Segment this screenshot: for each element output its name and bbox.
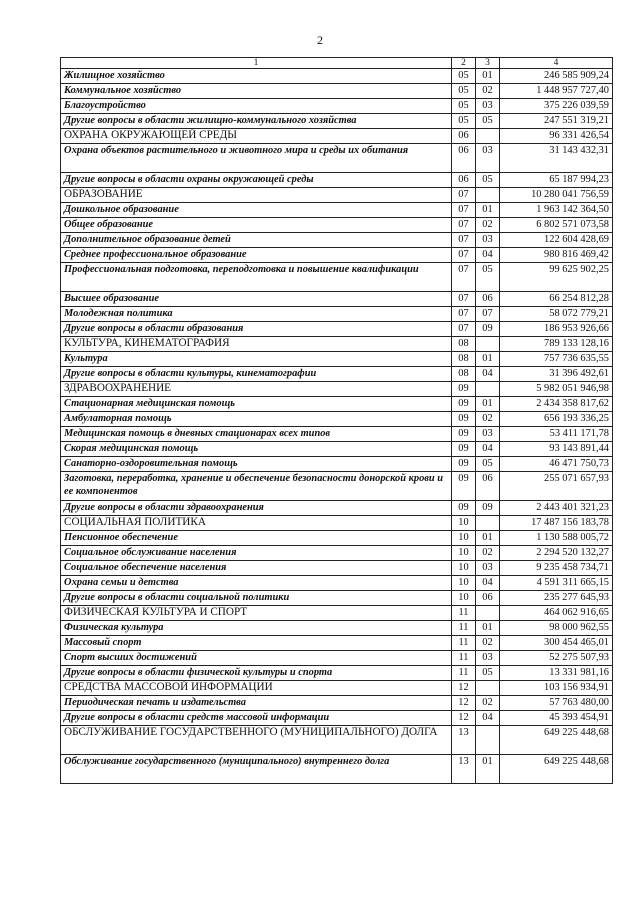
table-row xyxy=(61,99,613,114)
section-code-cell: 07 xyxy=(452,292,476,307)
section-code-cell: 10 xyxy=(452,561,476,576)
row-name-cell: Дошкольное образование xyxy=(61,203,452,218)
amount-cell: 103 156 934,91 xyxy=(500,681,613,696)
amount-cell: 2 434 358 817,62 xyxy=(500,397,613,412)
table-row xyxy=(61,591,613,606)
section-code-cell: 09 xyxy=(452,472,476,501)
subsection-code-cell xyxy=(476,188,500,203)
section-code-cell: 05 xyxy=(452,114,476,129)
amount-cell: 1 963 142 364,50 xyxy=(500,203,613,218)
section-code-cell: 07 xyxy=(452,248,476,263)
row-name-cell: Жилищное хозяйство xyxy=(61,69,452,84)
row-name-cell: Другие вопросы в области образования xyxy=(61,322,452,337)
amount-cell: 122 604 428,69 xyxy=(500,233,613,248)
subsection-code-cell: 03 xyxy=(476,233,500,248)
row-name-cell: Амбулаторная помощь xyxy=(61,412,452,427)
subsection-code-cell: 05 xyxy=(476,263,500,292)
amount-cell: 1 448 957 727,40 xyxy=(500,84,613,99)
subsection-code-cell xyxy=(476,516,500,531)
row-name-cell: Благоустройство xyxy=(61,99,452,114)
page-number: 2 xyxy=(317,33,323,47)
section-code-cell: 07 xyxy=(452,233,476,248)
subsection-code-cell: 03 xyxy=(476,427,500,442)
section-code-cell: 11 xyxy=(452,651,476,666)
row-name-cell: ОХРАНА ОКРУЖАЮЩЕЙ СРЕДЫ xyxy=(61,129,452,144)
section-code-cell: 08 xyxy=(452,337,476,352)
amount-cell: 757 736 635,55 xyxy=(500,352,613,367)
subsection-code-cell: 06 xyxy=(476,472,500,501)
subsection-code-cell: 01 xyxy=(476,531,500,546)
table-row xyxy=(61,173,613,188)
table-row xyxy=(61,755,613,784)
table-row xyxy=(61,457,613,472)
subsection-code-cell: 01 xyxy=(476,397,500,412)
amount-cell: 58 072 779,21 xyxy=(500,307,613,322)
table-row xyxy=(61,501,613,516)
amount-cell: 980 816 469,42 xyxy=(500,248,613,263)
table-row xyxy=(61,531,613,546)
amount-cell: 649 225 448,68 xyxy=(500,726,613,755)
amount-cell: 656 193 336,25 xyxy=(500,412,613,427)
subsection-code-cell xyxy=(476,382,500,397)
subsection-code-cell: 06 xyxy=(476,292,500,307)
amount-cell: 31 143 432,31 xyxy=(500,144,613,173)
row-name-cell: Обслуживание государственного (муниципального) внутреннего долга xyxy=(61,755,452,784)
subsection-code-cell: 03 xyxy=(476,651,500,666)
row-name-cell: Среднее профессиональное образование xyxy=(61,248,452,263)
section-code-cell: 11 xyxy=(452,636,476,651)
section-code-cell: 10 xyxy=(452,546,476,561)
section-code-cell: 07 xyxy=(452,218,476,233)
table-row xyxy=(61,188,613,203)
header-col-4: 4 xyxy=(500,58,613,69)
row-name-cell: ОБРАЗОВАНИЕ xyxy=(61,188,452,203)
row-name-cell: Медицинская помощь в дневных стационарах всех типов xyxy=(61,427,452,442)
amount-cell: 375 226 039,59 xyxy=(500,99,613,114)
subsection-code-cell: 01 xyxy=(476,69,500,84)
amount-cell: 246 585 909,24 xyxy=(500,69,613,84)
amount-cell: 53 411 171,78 xyxy=(500,427,613,442)
table-row xyxy=(61,666,613,681)
row-name-cell: Социальное обеспечение населения xyxy=(61,561,452,576)
subsection-code-cell: 05 xyxy=(476,666,500,681)
table-row xyxy=(61,516,613,531)
table-row xyxy=(61,114,613,129)
amount-cell: 5 982 051 946,98 xyxy=(500,382,613,397)
section-code-cell: 09 xyxy=(452,397,476,412)
table-row xyxy=(61,427,613,442)
subsection-code-cell: 04 xyxy=(476,711,500,726)
row-name-cell: Молодежная политика xyxy=(61,307,452,322)
amount-cell: 9 235 458 734,71 xyxy=(500,561,613,576)
table-row xyxy=(61,144,613,173)
subsection-code-cell: 03 xyxy=(476,144,500,173)
amount-cell: 255 071 657,93 xyxy=(500,472,613,501)
budget-table-body xyxy=(61,58,613,784)
section-code-cell: 09 xyxy=(452,382,476,397)
section-code-cell: 07 xyxy=(452,188,476,203)
section-code-cell: 07 xyxy=(452,322,476,337)
table-row xyxy=(61,382,613,397)
table-row xyxy=(61,651,613,666)
amount-cell: 46 471 750,73 xyxy=(500,457,613,472)
section-code-cell: 07 xyxy=(452,203,476,218)
table-header-row xyxy=(61,58,613,69)
header-col-3: 3 xyxy=(476,58,500,69)
row-name-cell: ОБСЛУЖИВАНИЕ ГОСУДАРСТВЕННОГО (МУНИЦИПАЛЬНОГО) ДОЛГА xyxy=(61,726,452,755)
row-name-cell: Массовый спорт xyxy=(61,636,452,651)
subsection-code-cell: 05 xyxy=(476,114,500,129)
table-row xyxy=(61,292,613,307)
table-row xyxy=(61,129,613,144)
table-row xyxy=(61,397,613,412)
row-name-cell: Скорая медицинская помощь xyxy=(61,442,452,457)
subsection-code-cell: 01 xyxy=(476,203,500,218)
row-name-cell: Другие вопросы в области физической культуры и спорта xyxy=(61,666,452,681)
row-name-cell: КУЛЬТУРА, КИНЕМАТОГРАФИЯ xyxy=(61,337,452,352)
row-name-cell: Спорт высших достижений xyxy=(61,651,452,666)
row-name-cell: СОЦИАЛЬНАЯ ПОЛИТИКА xyxy=(61,516,452,531)
amount-cell: 98 000 962,55 xyxy=(500,621,613,636)
subsection-code-cell xyxy=(476,606,500,621)
table-row xyxy=(61,322,613,337)
section-code-cell: 10 xyxy=(452,531,476,546)
table-row xyxy=(61,681,613,696)
table-row xyxy=(61,621,613,636)
row-name-cell: Другие вопросы в области культуры, кинематографии xyxy=(61,367,452,382)
subsection-code-cell: 07 xyxy=(476,307,500,322)
section-code-cell: 08 xyxy=(452,367,476,382)
subsection-code-cell: 04 xyxy=(476,576,500,591)
row-name-cell: Другие вопросы в области социальной политики xyxy=(61,591,452,606)
table-row xyxy=(61,337,613,352)
row-name-cell: Пенсионное обеспечение xyxy=(61,531,452,546)
table-row xyxy=(61,203,613,218)
amount-cell: 235 277 645,93 xyxy=(500,591,613,606)
amount-cell: 17 487 156 183,78 xyxy=(500,516,613,531)
amount-cell: 1 130 588 005,72 xyxy=(500,531,613,546)
row-name-cell: Физическая культура xyxy=(61,621,452,636)
amount-cell: 2 443 401 321,23 xyxy=(500,501,613,516)
subsection-code-cell: 02 xyxy=(476,218,500,233)
section-code-cell: 13 xyxy=(452,726,476,755)
section-code-cell: 10 xyxy=(452,591,476,606)
row-name-cell: Дополнительное образование детей xyxy=(61,233,452,248)
table-row xyxy=(61,561,613,576)
amount-cell: 2 294 520 132,27 xyxy=(500,546,613,561)
amount-cell: 4 591 311 665,15 xyxy=(500,576,613,591)
section-code-cell: 08 xyxy=(452,352,476,367)
subsection-code-cell: 05 xyxy=(476,457,500,472)
amount-cell: 31 396 492,61 xyxy=(500,367,613,382)
section-code-cell: 05 xyxy=(452,84,476,99)
section-code-cell: 09 xyxy=(452,412,476,427)
row-name-cell: Другие вопросы в области средств массовой информации xyxy=(61,711,452,726)
section-code-cell: 05 xyxy=(452,69,476,84)
row-name-cell: Социальное обслуживание населения xyxy=(61,546,452,561)
budget-table xyxy=(60,57,613,784)
row-name-cell: Охрана семьи и детства xyxy=(61,576,452,591)
section-code-cell: 12 xyxy=(452,711,476,726)
subsection-code-cell xyxy=(476,337,500,352)
amount-cell: 52 275 507,93 xyxy=(500,651,613,666)
row-name-cell: СРЕДСТВА МАССОВОЙ ИНФОРМАЦИИ xyxy=(61,681,452,696)
section-code-cell: 13 xyxy=(452,755,476,784)
subsection-code-cell: 01 xyxy=(476,352,500,367)
section-code-cell: 10 xyxy=(452,576,476,591)
subsection-code-cell: 03 xyxy=(476,561,500,576)
subsection-code-cell: 05 xyxy=(476,173,500,188)
table-row xyxy=(61,367,613,382)
row-name-cell: Стационарная медицинская помощь xyxy=(61,397,452,412)
section-code-cell: 09 xyxy=(452,442,476,457)
row-name-cell: Заготовка, переработка, хранение и обеспечение безопасности донорской крови и ее компонентов xyxy=(61,472,452,501)
row-name-cell: Санаторно-оздоровительная помощь xyxy=(61,457,452,472)
table-row xyxy=(61,84,613,99)
subsection-code-cell xyxy=(476,129,500,144)
row-name-cell: Высшее образование xyxy=(61,292,452,307)
section-code-cell: 07 xyxy=(452,307,476,322)
section-code-cell: 06 xyxy=(452,173,476,188)
table-row xyxy=(61,546,613,561)
table-row xyxy=(61,248,613,263)
table-row xyxy=(61,696,613,711)
subsection-code-cell: 09 xyxy=(476,501,500,516)
table-row xyxy=(61,218,613,233)
row-name-cell: Периодическая печать и издательства xyxy=(61,696,452,711)
subsection-code-cell: 02 xyxy=(476,84,500,99)
table-row xyxy=(61,233,613,248)
subsection-code-cell: 02 xyxy=(476,546,500,561)
table-row xyxy=(61,636,613,651)
table-row xyxy=(61,69,613,84)
table-row xyxy=(61,711,613,726)
section-code-cell: 11 xyxy=(452,606,476,621)
amount-cell: 93 143 891,44 xyxy=(500,442,613,457)
header-col-1: 1 xyxy=(61,58,452,69)
table-row xyxy=(61,576,613,591)
row-name-cell: Другие вопросы в области жилищно-коммунального хозяйства xyxy=(61,114,452,129)
row-name-cell: Коммунальное хозяйство xyxy=(61,84,452,99)
row-name-cell: ЗДРАВООХРАНЕНИЕ xyxy=(61,382,452,397)
section-code-cell: 05 xyxy=(452,99,476,114)
table-row xyxy=(61,726,613,755)
amount-cell: 186 953 926,66 xyxy=(500,322,613,337)
section-code-cell: 12 xyxy=(452,696,476,711)
subsection-code-cell: 01 xyxy=(476,755,500,784)
amount-cell: 300 454 465,01 xyxy=(500,636,613,651)
amount-cell: 99 625 902,25 xyxy=(500,263,613,292)
section-code-cell: 07 xyxy=(452,263,476,292)
subsection-code-cell: 09 xyxy=(476,322,500,337)
row-name-cell: Другие вопросы в области здравоохранения xyxy=(61,501,452,516)
row-name-cell: Общее образование xyxy=(61,218,452,233)
subsection-code-cell: 02 xyxy=(476,636,500,651)
table-row xyxy=(61,442,613,457)
subsection-code-cell xyxy=(476,726,500,755)
amount-cell: 96 331 426,54 xyxy=(500,129,613,144)
section-code-cell: 06 xyxy=(452,144,476,173)
subsection-code-cell: 02 xyxy=(476,696,500,711)
row-name-cell: Профессиональная подготовка, переподготовка и повышение квалификации xyxy=(61,263,452,292)
amount-cell: 649 225 448,68 xyxy=(500,755,613,784)
section-code-cell: 12 xyxy=(452,681,476,696)
section-code-cell: 09 xyxy=(452,501,476,516)
section-code-cell: 09 xyxy=(452,427,476,442)
subsection-code-cell: 04 xyxy=(476,367,500,382)
section-code-cell: 06 xyxy=(452,129,476,144)
table-row xyxy=(61,307,613,322)
section-code-cell: 10 xyxy=(452,516,476,531)
amount-cell: 6 802 571 073,58 xyxy=(500,218,613,233)
subsection-code-cell: 06 xyxy=(476,591,500,606)
table-row xyxy=(61,263,613,292)
subsection-code-cell: 03 xyxy=(476,99,500,114)
amount-cell: 247 551 319,21 xyxy=(500,114,613,129)
section-code-cell: 11 xyxy=(452,666,476,681)
subsection-code-cell: 02 xyxy=(476,412,500,427)
subsection-code-cell: 04 xyxy=(476,442,500,457)
table-row xyxy=(61,412,613,427)
row-name-cell: Культура xyxy=(61,352,452,367)
amount-cell: 789 133 128,16 xyxy=(500,337,613,352)
row-name-cell: Другие вопросы в области охраны окружающей среды xyxy=(61,173,452,188)
amount-cell: 45 393 454,91 xyxy=(500,711,613,726)
row-name-cell: Охрана объектов растительного и животного мира и среды их обитания xyxy=(61,144,452,173)
subsection-code-cell: 04 xyxy=(476,248,500,263)
amount-cell: 65 187 994,23 xyxy=(500,173,613,188)
amount-cell: 57 763 480,00 xyxy=(500,696,613,711)
amount-cell: 464 062 916,65 xyxy=(500,606,613,621)
amount-cell: 13 331 981,16 xyxy=(500,666,613,681)
section-code-cell: 11 xyxy=(452,621,476,636)
subsection-code-cell: 01 xyxy=(476,621,500,636)
header-col-2: 2 xyxy=(452,58,476,69)
subsection-code-cell xyxy=(476,681,500,696)
section-code-cell: 09 xyxy=(452,457,476,472)
amount-cell: 66 254 812,28 xyxy=(500,292,613,307)
table-row xyxy=(61,472,613,501)
amount-cell: 10 280 041 756,59 xyxy=(500,188,613,203)
table-row xyxy=(61,352,613,367)
table-row xyxy=(61,606,613,621)
row-name-cell: ФИЗИЧЕСКАЯ КУЛЬТУРА И СПОРТ xyxy=(61,606,452,621)
